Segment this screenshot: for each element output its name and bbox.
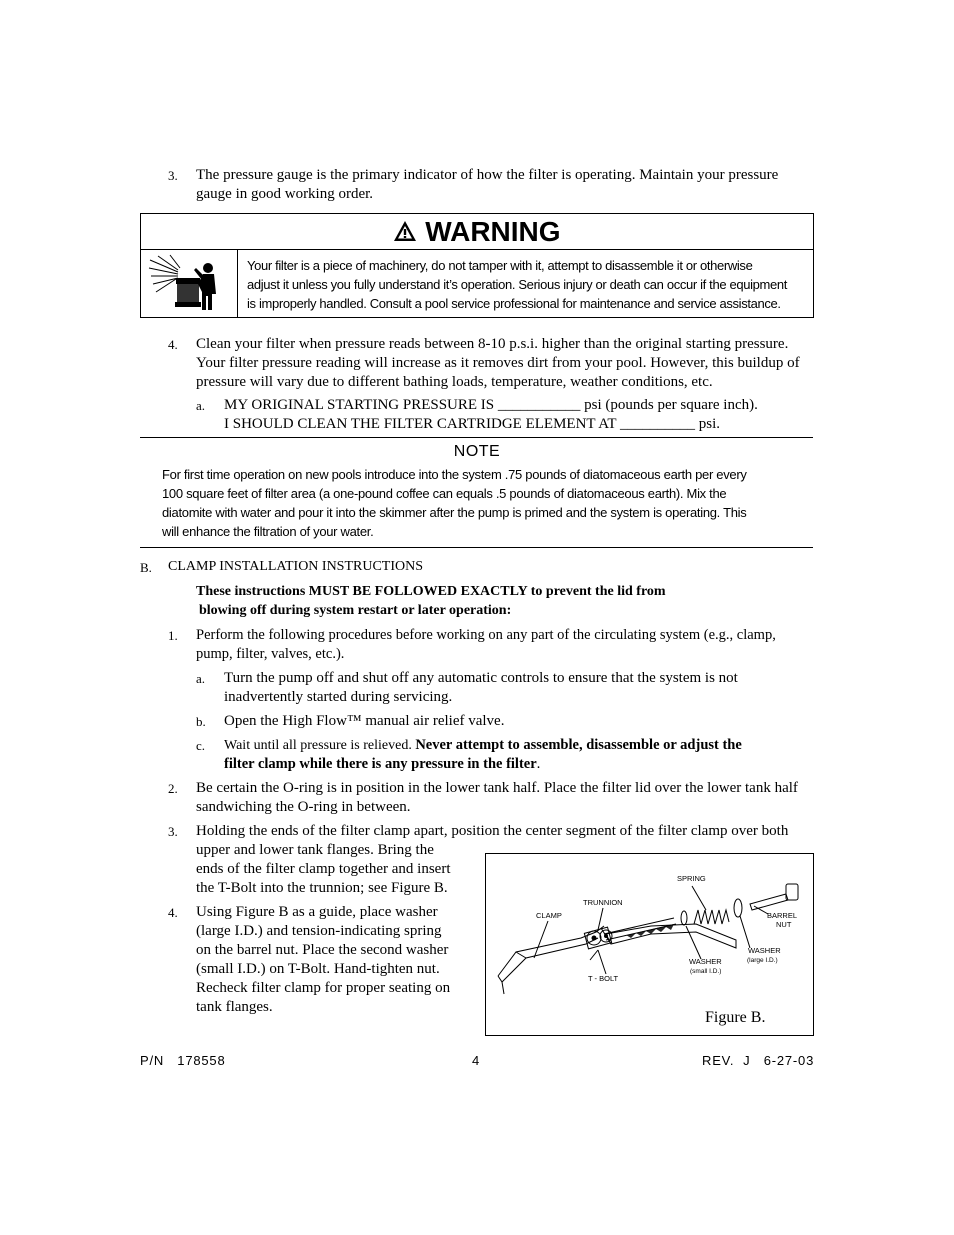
step-2-line: Be certain the O-ring is in position in the lower tank half. Place the filter lid over the lower tank half [196,780,798,796]
trunnion-label: TRUNNION [583,898,623,907]
note-line: diatomite with water and pour it into the skimmer after the pump is primed and the system is operating. This [162,505,747,520]
clamp-label: CLAMP [536,911,562,920]
step-4-line: (small I.D.) on T-Bolt. Hand-tighten nut. [196,961,440,977]
item-4-line: Your filter pressure reading will increase as it removes dirt from your pool. However, this buildup of [196,355,800,371]
step-1a-letter: a. [196,671,206,686]
note-top-rule [140,437,813,438]
step-1a-text [224,669,738,707]
warning-icon-cell [141,250,238,317]
warning-text [247,256,809,313]
step-4-number: 4. [168,905,178,920]
section-b-title: CLAMP INSTALLATION INSTRUCTIONS [168,559,424,574]
step-1c-bold: Never attempt to assemble, disassemble or adjust the [415,737,742,753]
footer-revision: REV. J 6-27-03 [702,1053,815,1068]
note-line: will enhance the filtration of your water. [162,524,374,539]
step-1-number: 1. [168,628,178,643]
warning-header [141,214,813,250]
warning-triangle-icon [393,216,425,247]
washer-large-detail: (large I.D.) [747,957,778,964]
note-line: 100 square feet of filter area (a one-pound coffee can equals .5 pounds of diatomaceous earth). Mix the [162,486,727,501]
step-1c-normal: Wait until all pressure is relieved. [224,738,416,753]
washer-small-label: WASHER [689,957,722,966]
step-1b-letter: b. [196,714,206,729]
figure-caption: Figure B. [705,1009,766,1026]
spring-label: SPRING [677,874,706,883]
step-2-line: sandwiching the O-ring in between. [196,799,411,815]
step-3-number: 3. [168,824,178,839]
step-1c-bold: filter clamp while there is any pressure in the filter [224,756,537,772]
step-1c-letter: c. [196,738,206,753]
barrel-nut-label: BARREL [767,911,798,920]
clamp-emphasis-line: blowing off during system restart or later operation: [199,603,512,618]
washer-large-label: WASHER [748,946,781,955]
step-1b-text: Open the High Flow™ manual air relief valve. [224,713,505,729]
item-4-line: pressure will vary due to different bathing loads, temperature, weather conditions, etc. [196,374,713,390]
warning-title: WARNING [425,216,561,247]
note-bottom-rule [140,547,813,548]
note-title: NOTE [453,443,501,460]
step-1-line: pump, filter, valves, etc.). [196,646,345,662]
step-2-number: 2. [168,781,178,796]
item-3-number: 3. [168,168,178,183]
step-1c-text [224,736,742,774]
warning-line: is improperly handled. Consult a pool service professional for maintenance and service assistance. [247,296,781,311]
warning-box [140,213,814,318]
step-3-line: Holding the ends of the filter clamp apart, position the center segment of the filter clamp over both [196,823,789,839]
t-bolt-label: T - BOLT [588,974,619,983]
filter-explosion-warning-icon [148,254,228,314]
item-3-text: The pressure gauge is the primary indicator of how the filter is operating. Maintain your pressure gauge in good working order. [196,167,779,202]
item-4-number: 4. [168,337,178,352]
item-4-text [196,335,816,392]
section-b-letter: B. [140,560,152,575]
step-3-line: the T-Bolt into the trunnion; see Figure B. [196,880,448,896]
step-4-line: Using Figure B as a guide, place washer [196,904,438,920]
step-4-line: on the barrel nut. Place the second washer [196,942,449,958]
clamp-assembly-diagram [486,854,813,1004]
clamp-emphasis [196,582,666,620]
step-1-text [196,626,776,664]
step-1-line: Perform the following procedures before working on any part of the circulating system (e.g., clamp, [196,627,776,643]
footer-page-number: 4 [472,1053,481,1068]
step-1a-line: Turn the pump off and shut off any automatic controls to ensure that the system is not [224,670,738,686]
step-3-line: ends of the filter clamp together and insert [196,861,451,877]
step-4-line: tank flanges. [196,999,273,1015]
clean-pressure-line: I SHOULD CLEAN THE FILTER CARTRIDGE ELEMENT AT __________ psi. [224,416,721,432]
item-4a-text [224,396,814,434]
warning-line: Your filter is a piece of machinery, do not tamper with it, attempt to disassemble it or otherwise [247,258,753,273]
item-4-line: Clean your filter when pressure reads between 8-10 p.s.i. higher than the original starting pressure. [196,336,789,352]
step-4-text [196,903,450,1017]
step-3-line: upper and lower tank flanges. Bring the [196,842,434,858]
item-4a-letter: a. [196,398,206,413]
figure-b [485,853,814,1036]
barrel-nut-label-2: NUT [776,920,792,929]
starting-pressure-line: MY ORIGINAL STARTING PRESSURE IS ___________ psi (pounds per square inch). [224,397,758,413]
step-2-text [196,779,798,817]
warning-line: adjust it unless you fully understand it’s operation. Serious injury or death can occur if the equipment [247,277,788,292]
step-1c-end: . [536,756,541,772]
footer-part-number: P/N 178558 [140,1053,226,1068]
washer-small-detail: (small I.D.) [690,968,722,975]
clamp-emphasis-line: These instructions MUST BE FOLLOWED EXACTLY to prevent the lid from [196,584,666,599]
note-line: For first time operation on new pools introduce into the system .75 pounds of diatomaceous earth per every [162,467,747,482]
step-4-line: (large I.D.) and tension-indicating spring [196,923,442,939]
note-text [162,465,792,541]
step-4-line: Recheck filter clamp for proper seating on [196,980,451,996]
step-1a-line: inadvertently started during servicing. [224,689,453,705]
